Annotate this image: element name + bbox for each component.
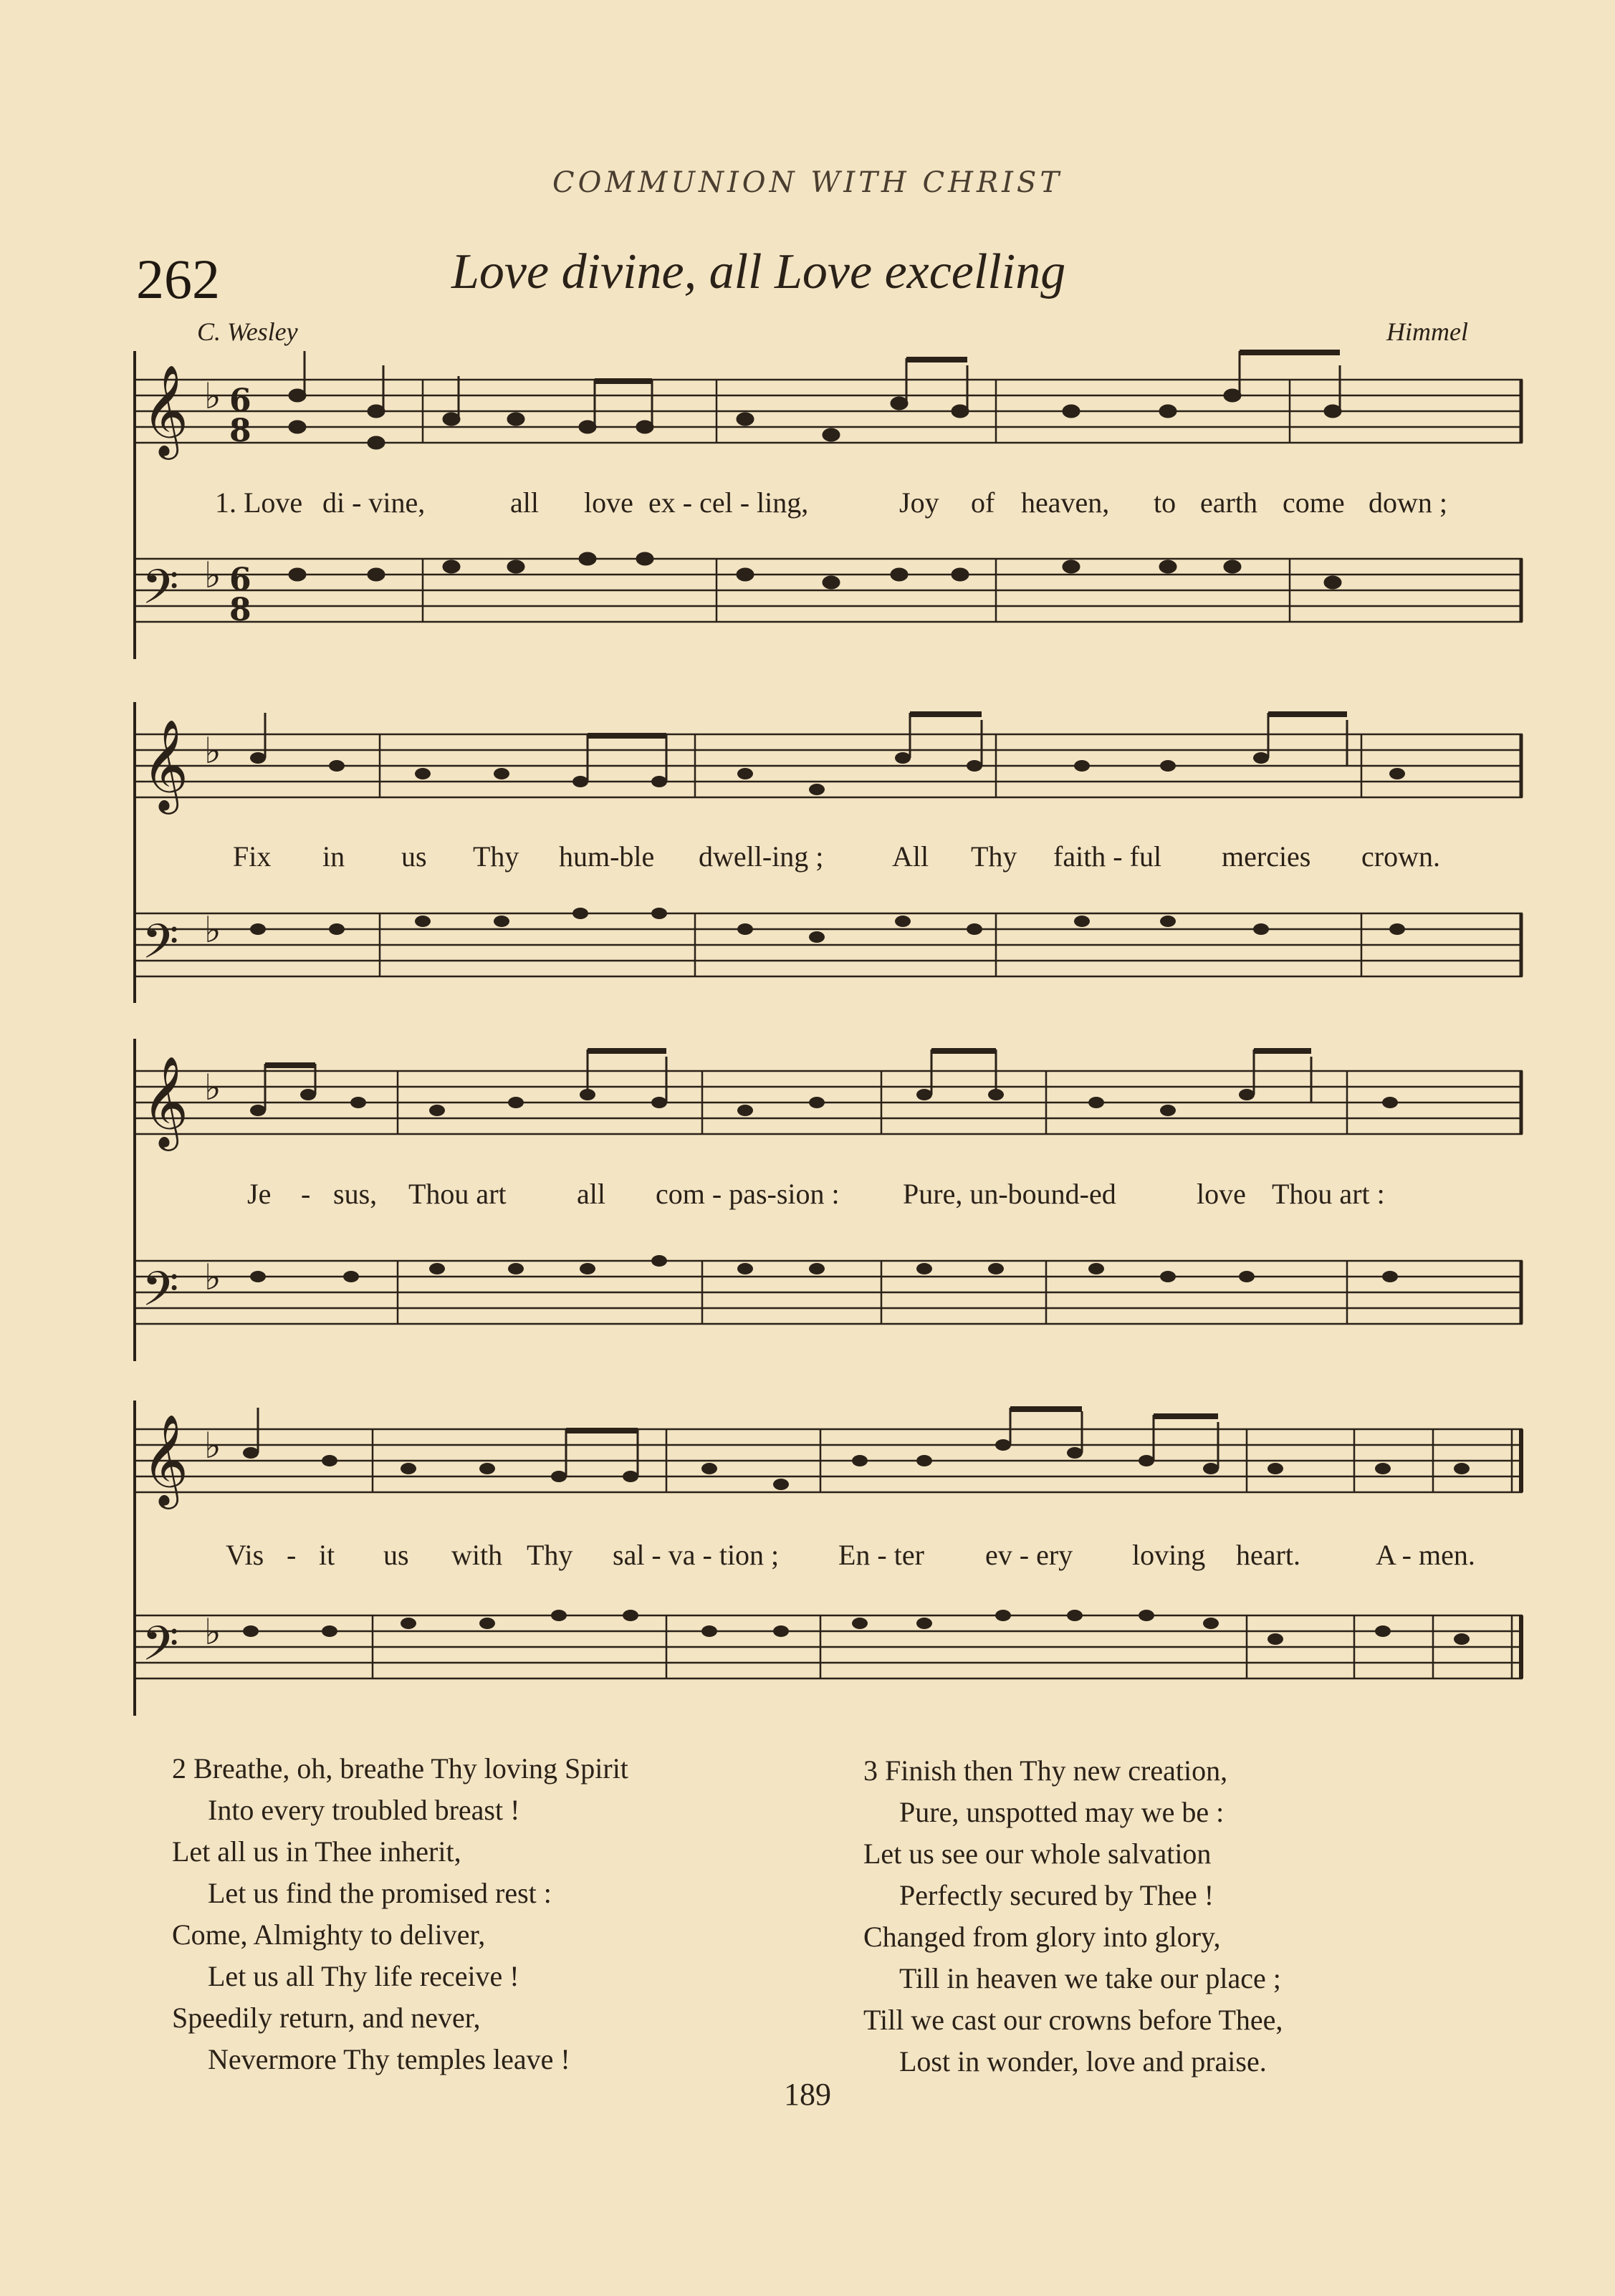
lyric-syllable: sus, — [333, 1178, 378, 1210]
verse-line: Let all us in Thee inherit, — [172, 1835, 461, 1868]
lyric-syllable: sal - va - tion ; — [613, 1539, 780, 1571]
verse-line: Till we cast our crowns before Thee, — [863, 2004, 1283, 2036]
verse-line: Pure, unspotted may we be : — [899, 1796, 1225, 1828]
lyric-syllable: all — [510, 486, 539, 519]
page-number: 189 — [784, 2077, 831, 2112]
lyric-syllable: Thy — [971, 840, 1017, 873]
lyric-syllable: - — [287, 1539, 297, 1571]
svg-text:𝄞: 𝄞 — [142, 1413, 189, 1505]
lyric-syllable: earth — [1200, 486, 1257, 519]
svg-text:8: 8 — [229, 413, 251, 449]
lyric-syllable: hum-ble — [559, 840, 655, 873]
lyric-syllable: us — [383, 1539, 409, 1571]
svg-text:6: 6 — [229, 562, 251, 598]
verse-line: Changed from glory into glory, — [863, 1921, 1221, 1953]
svg-text:♭: ♭ — [204, 1425, 221, 1466]
svg-text:𝄞: 𝄞 — [142, 719, 189, 810]
verse-number: 2 — [172, 1752, 186, 1785]
svg-text:♭: ♭ — [204, 730, 221, 772]
lyric-syllable: Thou art : — [1272, 1178, 1385, 1210]
verse-line: 3 Finish then Thy new creation, — [863, 1754, 1228, 1787]
svg-text:𝄢: 𝄢 — [142, 1262, 179, 1328]
lyric-syllable: di - vine, — [322, 486, 426, 519]
lyric-syllable: All — [892, 840, 929, 873]
lyric-syllable: with — [451, 1539, 503, 1571]
lyric-syllable: in — [322, 840, 345, 873]
lyric-syllable: to — [1154, 486, 1176, 519]
lyric-syllable: Joy — [899, 486, 939, 519]
svg-text:8: 8 — [229, 592, 251, 628]
verse-line: 2 Breathe, oh, breathe Thy loving Spirit — [172, 1752, 628, 1785]
verse-line: Into every troubled breast ! — [208, 1794, 520, 1826]
verse-line: Nevermore Thy temples leave ! — [208, 2043, 570, 2075]
bass-staff — [136, 559, 1523, 622]
lyric-syllable: Pure, un-bound-ed — [903, 1178, 1116, 1210]
svg-text:♭: ♭ — [204, 375, 221, 417]
lyric-syllable: ex - cel - ling, — [648, 486, 809, 519]
verse-line: Till in heaven we take our place ; — [899, 1962, 1281, 1994]
verse-number: 3 — [863, 1754, 878, 1787]
lyric-syllable: En - ter — [838, 1539, 924, 1571]
lyric-syllable: Fix — [233, 840, 272, 873]
hymn-author: C. Wesley — [197, 317, 298, 346]
lyric-syllable: heart. — [1236, 1539, 1300, 1571]
verse-line: Come, Almighty to deliver, — [172, 1918, 486, 1951]
lyric-syllable: Thy — [473, 840, 519, 873]
svg-text:♭: ♭ — [204, 1257, 221, 1298]
svg-text:𝄢: 𝄢 — [142, 914, 179, 981]
verse-line: Perfectly secured by Thee ! — [899, 1879, 1214, 1911]
svg-text:𝄢: 𝄢 — [142, 1616, 179, 1683]
lyric-syllable: ev - ery — [985, 1539, 1073, 1571]
svg-text:♭: ♭ — [204, 1611, 221, 1653]
svg-text:𝄞: 𝄞 — [142, 1055, 189, 1147]
hymn-number: 262 — [136, 248, 220, 310]
svg-text:𝄢: 𝄢 — [142, 559, 179, 626]
lyric-syllable: Thou art — [408, 1178, 507, 1210]
lyric-syllable: 1. Love — [215, 486, 303, 519]
lyric-syllable: - — [301, 1178, 311, 1210]
lyric-syllable: love — [584, 486, 633, 519]
lyric-syllable: come — [1283, 486, 1345, 519]
lyric-syllable: Vis — [226, 1539, 264, 1571]
lyric-syllable: com - pas-sion : — [656, 1178, 840, 1210]
svg-text:♭: ♭ — [204, 1067, 221, 1108]
hymn-title: Love divine, all Love excelling — [451, 244, 1066, 299]
verse-line: Let us all Thy life receive ! — [208, 1960, 519, 1992]
svg-text:6: 6 — [229, 383, 251, 419]
music-system-4 — [129, 1393, 1530, 1723]
svg-text:𝄞: 𝄞 — [142, 364, 189, 456]
svg-text:♭: ♭ — [204, 909, 221, 951]
lyric-syllable: love — [1197, 1178, 1246, 1210]
lyric-syllable: us — [401, 840, 427, 873]
svg-text:♭: ♭ — [204, 554, 221, 596]
hymn-composer: Himmel — [1386, 317, 1468, 346]
lyric-syllable: Thy — [527, 1539, 573, 1571]
lyric-syllable: loving — [1132, 1539, 1206, 1571]
lyric-syllable: Je — [247, 1178, 272, 1210]
lyric-syllable: heaven, — [1021, 486, 1110, 519]
lyric-syllable: dwell-ing ; — [699, 840, 824, 873]
verse-2 — [172, 1748, 628, 2080]
running-header: COMMUNION WITH CHRIST — [552, 166, 1063, 199]
lyric-syllable: all — [577, 1178, 605, 1210]
lyric-syllable: crown. — [1361, 840, 1440, 873]
verse-line: Lost in wonder, love and praise. — [899, 2045, 1267, 2078]
lyric-syllable: it — [319, 1539, 335, 1571]
verse-3 — [863, 1750, 1283, 2083]
lyric-syllable: down ; — [1369, 486, 1447, 519]
verse-line: Let us see our whole salvation — [863, 1838, 1212, 1870]
lyric-syllable: A - men. — [1376, 1539, 1475, 1571]
lyric-syllable: mercies — [1222, 840, 1311, 873]
lyric-syllable: faith - ful — [1053, 840, 1162, 873]
verse-line: Let us find the promised rest : — [208, 1877, 552, 1909]
lyric-syllable: of — [971, 486, 995, 519]
verse-line: Speedily return, and never, — [172, 2002, 481, 2034]
